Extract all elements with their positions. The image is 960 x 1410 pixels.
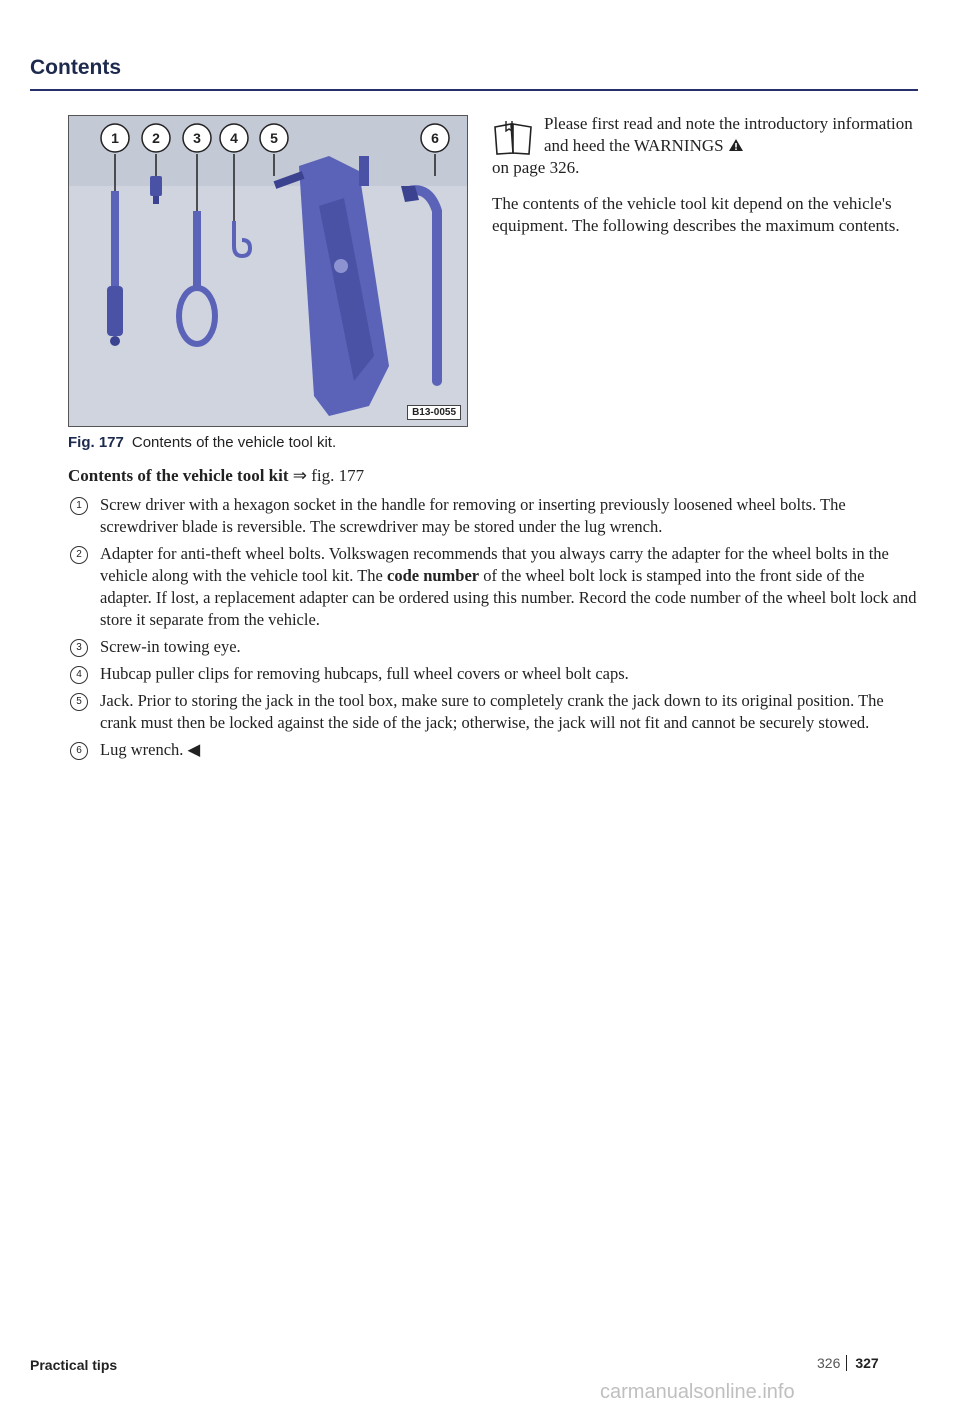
section-heading bbox=[68, 466, 364, 486]
open-book-icon bbox=[492, 119, 534, 157]
list-item bbox=[68, 494, 920, 538]
watermark: carmanualsonline.info bbox=[600, 1381, 795, 1403]
page-title: Contents bbox=[30, 56, 121, 79]
figure-reference: ⇒ fig. 177 bbox=[292, 466, 365, 485]
item-number: 2 bbox=[70, 546, 88, 564]
section-heading-text: Contents of the vehicle tool kit bbox=[68, 466, 289, 485]
item-text: Screw-in towing eye. bbox=[100, 637, 241, 656]
figure-code: B13-0055 bbox=[407, 405, 461, 420]
item-number: 5 bbox=[70, 693, 88, 711]
item-number: 4 bbox=[70, 666, 88, 684]
tool-kit-figure bbox=[68, 115, 468, 427]
callout-5: 5 bbox=[270, 130, 278, 146]
note-page-ref: on page 326. bbox=[492, 158, 580, 177]
item-text: Screw driver with a hexagon socket in the handle for removing or inserting previously loosened wheel bolts. The screwdriver blade is reversible. The screwdriver may be stored under the lug wrench. bbox=[100, 495, 846, 536]
item-text-continued: of the wheel bolt lock is stamped into the front side of the adapter. If lost, a replacement adapter can be ordered using this number. Record the code number of the wheel bolt lock and store it separate from the vehicle. bbox=[100, 566, 917, 629]
intro-note bbox=[492, 113, 920, 179]
callout-3: 3 bbox=[193, 130, 201, 146]
list-item bbox=[68, 543, 920, 631]
item-number: 3 bbox=[70, 639, 88, 657]
page-numbers bbox=[817, 1355, 879, 1371]
figure-caption-text: Contents of the vehicle tool kit. bbox=[131, 434, 337, 451]
list-item bbox=[68, 636, 920, 658]
list-item bbox=[68, 739, 920, 761]
callout-2: 2 bbox=[152, 130, 160, 146]
intro-paragraph: The contents of the vehicle tool kit depend on the vehicle's equipment. The following describes the maximum contents. bbox=[492, 194, 900, 235]
tool-kit-illustration bbox=[69, 116, 467, 426]
figure-number: Fig. 177 bbox=[68, 434, 124, 451]
tool-kit-list bbox=[68, 494, 920, 766]
item-bold-term: code number bbox=[387, 566, 480, 585]
item-text: Lug wrench. bbox=[100, 740, 184, 759]
list-item bbox=[68, 663, 920, 685]
section-end-marker: ◀ bbox=[187, 740, 201, 759]
item-number: 1 bbox=[70, 497, 88, 515]
warning-triangle-icon bbox=[728, 138, 744, 152]
callout-4: 4 bbox=[230, 130, 238, 146]
item-text: Adapter for anti-theft wheel bolts. Volkswagen recommends that you always carry the adapter for the wheel bolts in the vehicle along with the vehicle tool kit. The bbox=[100, 544, 889, 585]
callout-1: 1 bbox=[111, 130, 119, 146]
page-number-right: 327 bbox=[855, 1355, 879, 1371]
page-separator bbox=[846, 1355, 847, 1371]
item-text: Jack. Prior to storing the jack in the tool box, make sure to completely crank the jack down to its original position. The crank must then be locked against the side of the jack; otherwise, the jack will not fit and cannot be securely stowed. bbox=[100, 691, 884, 732]
note-text: Please first read and note the introductory information and heed the WARNINGS bbox=[544, 114, 913, 155]
figure-caption bbox=[68, 434, 336, 451]
callout-6: 6 bbox=[431, 130, 439, 146]
header-divider bbox=[30, 89, 918, 91]
footer-section-name: Practical tips bbox=[30, 1357, 118, 1373]
page-number-left: 326 bbox=[817, 1355, 841, 1371]
item-number: 6 bbox=[70, 742, 88, 760]
item-text: Hubcap puller clips for removing hubcaps, full wheel covers or wheel bolt caps. bbox=[100, 664, 629, 683]
list-item bbox=[68, 690, 920, 734]
